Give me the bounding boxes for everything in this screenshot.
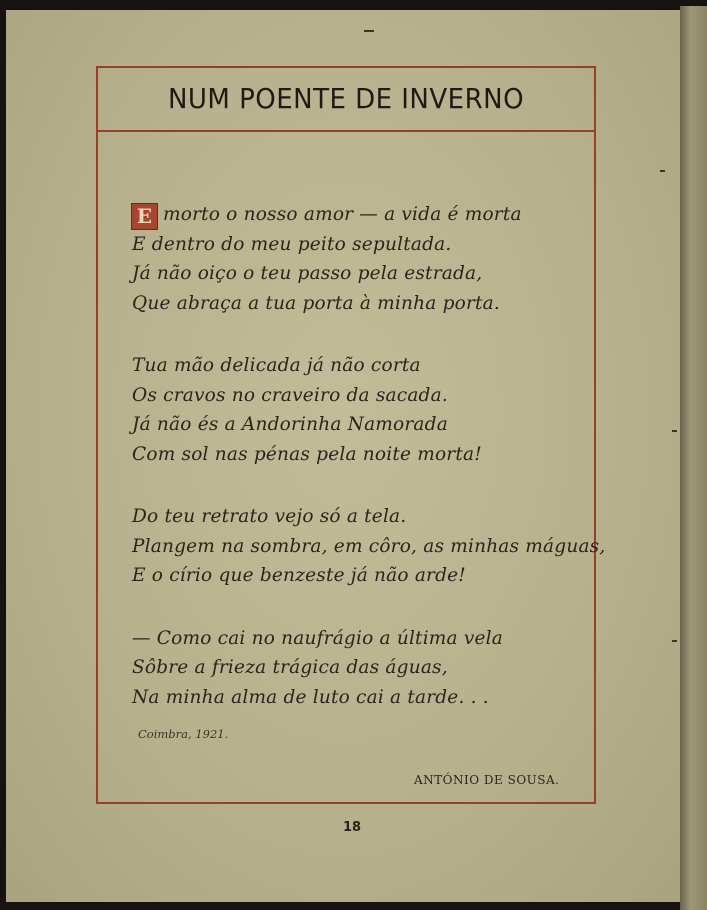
edge-mark bbox=[672, 640, 677, 642]
title-rule bbox=[96, 130, 596, 132]
poem-line: E o círio que benzeste já não arde! bbox=[132, 565, 466, 586]
drop-cap: E bbox=[132, 204, 157, 229]
poem-line: Tua mão delicada já não corta bbox=[132, 355, 421, 376]
author-signature: ANTÓNIO DE SOUSA. bbox=[414, 773, 560, 787]
top-mark bbox=[364, 30, 374, 32]
stanza-1 bbox=[132, 200, 572, 318]
poem-title: NUM POENTE DE INVERNO bbox=[167, 82, 525, 115]
poem-line: Do teu retrato vejo só a tela. bbox=[132, 506, 407, 527]
edge-mark bbox=[672, 430, 677, 432]
edge-mark bbox=[660, 170, 665, 172]
poem-line: Já não és a Andorinha Namorada bbox=[132, 414, 448, 435]
stanza-3 bbox=[132, 502, 606, 591]
place-date: Coimbra, 1921. bbox=[138, 727, 229, 741]
stanza-2 bbox=[132, 351, 572, 469]
poem-line: E morto o nosso amor — a vida é morta bbox=[132, 200, 572, 230]
poem-line: Sôbre a frieza trágica das águas, bbox=[132, 657, 448, 678]
poem-line: Plangem na sombra, em côro, as minhas máguas, bbox=[132, 535, 606, 557]
stanza-4 bbox=[132, 624, 572, 713]
poem-line: Já não oiço o teu passo pela estrada, bbox=[132, 263, 483, 284]
page-number: 18 bbox=[342, 820, 362, 835]
poem-line: Na minha alma de luto cai a tarde. . . bbox=[132, 686, 489, 708]
book-spine bbox=[680, 6, 707, 910]
poem-line: Com sol nas pénas pela noite morta! bbox=[132, 443, 482, 465]
poem-line: — Como cai no naufrágio a última vela bbox=[132, 627, 504, 649]
poem-body bbox=[132, 200, 606, 745]
poem-line: E dentro do meu peito sepultada. bbox=[132, 233, 452, 255]
poem-line: Que abraça a tua porta à minha porta. bbox=[132, 292, 500, 314]
poem-line: Os cravos no craveiro da sacada. bbox=[132, 384, 448, 406]
